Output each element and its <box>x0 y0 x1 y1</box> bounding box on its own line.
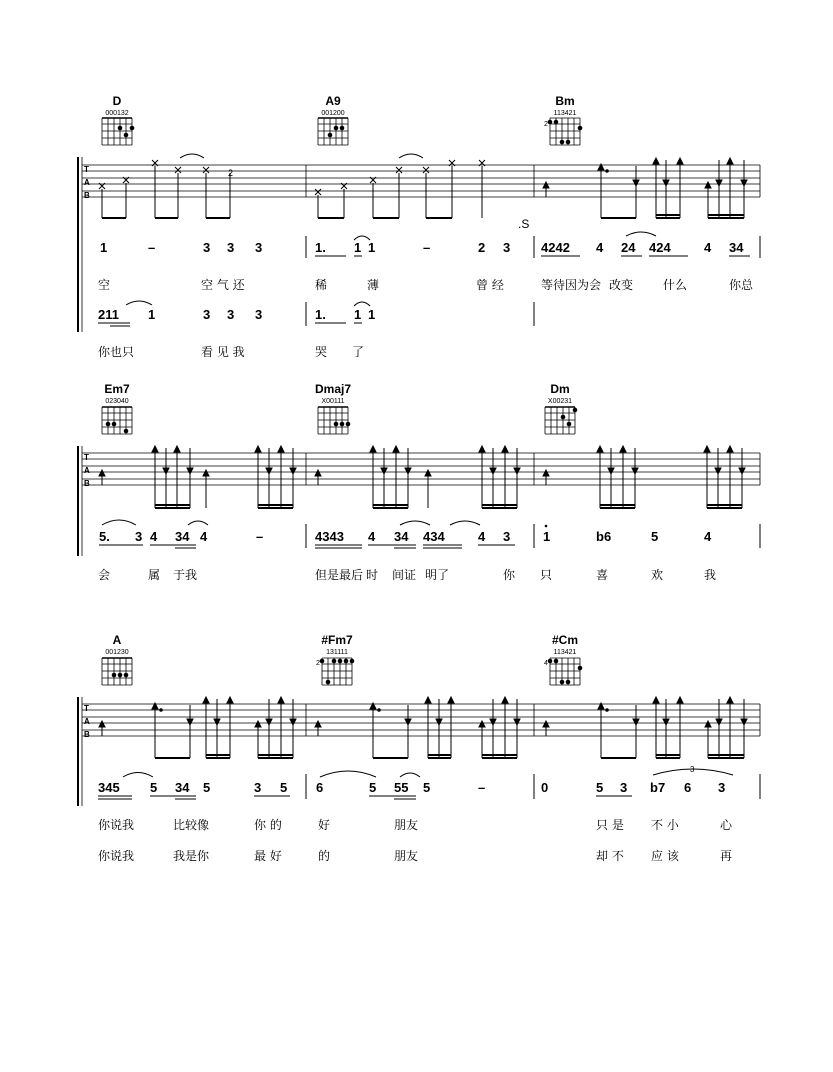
note: 1. <box>315 240 326 255</box>
note: – <box>256 529 264 544</box>
tab-clef <box>84 704 90 739</box>
chord-grid <box>318 407 348 434</box>
lyric: 朋友 <box>394 818 419 832</box>
note: 4343 <box>315 529 344 544</box>
finger-dot <box>567 422 572 427</box>
note: 1 <box>368 307 376 322</box>
note: 3 <box>203 240 211 255</box>
triplet-marker: 3 <box>690 765 695 774</box>
chord-grid <box>545 407 575 434</box>
lyric: 你总 <box>729 278 754 292</box>
chord-fingering: 001230 <box>105 649 129 656</box>
chord-fingering: 001200 <box>321 110 345 117</box>
lyric: 什么 <box>663 278 688 292</box>
chord-grid <box>102 658 132 685</box>
finger-dot <box>561 415 566 420</box>
note: b6 <box>596 529 612 544</box>
note: 5 <box>150 780 158 795</box>
chord-fingering: X00111 <box>321 398 345 405</box>
note: 4 <box>704 240 712 255</box>
finger-dot <box>334 422 339 427</box>
segno-mark: .S <box>518 217 530 231</box>
finger-dot <box>340 126 345 131</box>
finger-dot <box>118 673 123 678</box>
note: 3 <box>255 240 263 255</box>
note: 3 <box>203 307 211 322</box>
lyric: 稀 <box>315 278 328 292</box>
system-1 <box>78 94 760 359</box>
finger-dot <box>106 422 111 427</box>
svg-text:B: B <box>84 191 90 200</box>
note: 34 <box>175 780 190 795</box>
finger-dot <box>548 120 553 125</box>
lyric: 你说我 <box>98 849 135 863</box>
lyric: 我 <box>704 568 717 582</box>
chord-fingering: 131111 <box>326 649 348 656</box>
note: 3 <box>227 240 235 255</box>
finger-dot <box>548 659 553 664</box>
chord-diagram-bm <box>544 94 582 145</box>
finger-dot <box>560 680 565 685</box>
chord-name: D <box>112 94 122 108</box>
note: 55 <box>394 780 409 795</box>
note: 5 <box>651 529 659 544</box>
note: 24 <box>621 240 636 255</box>
note: 5 <box>596 780 604 795</box>
jianpu-row-1 <box>99 520 760 548</box>
finger-dot <box>334 126 339 131</box>
finger-dot <box>554 120 559 125</box>
system-2 <box>78 382 760 582</box>
chord-fret-number: 2 <box>544 121 548 128</box>
note: 4 <box>478 529 486 544</box>
strum-arrows <box>99 446 745 508</box>
finger-dot <box>338 659 343 664</box>
chord-name: Em7 <box>104 382 130 396</box>
svg-text:B: B <box>84 479 90 488</box>
note: 1 <box>354 307 362 322</box>
chord-fret-number: 2 <box>316 660 320 667</box>
finger-dot <box>124 673 129 678</box>
jianpu-row-2 <box>98 301 534 326</box>
lyric: 再 <box>720 849 733 863</box>
note: 6 <box>684 780 692 795</box>
note: 5 <box>369 780 377 795</box>
lyric: 等待因为会 <box>541 278 602 292</box>
finger-dot <box>560 140 565 145</box>
note: 3 <box>227 307 235 322</box>
lyric: 应 该 <box>651 849 679 863</box>
note: 1 <box>100 240 108 255</box>
note: 4 <box>150 529 158 544</box>
lyric: 的 <box>318 849 331 863</box>
finger-dot <box>328 133 333 138</box>
lyric: 你 的 <box>254 818 282 832</box>
note: 34 <box>729 240 744 255</box>
lyric: 会 <box>98 568 111 582</box>
measure-2 <box>315 240 510 255</box>
lyric: 但是最后 <box>315 568 364 582</box>
octave-dot <box>545 525 548 528</box>
lyric: 于我 <box>173 568 198 582</box>
lyric: 改变 <box>609 278 634 292</box>
chord-diagram-a9 <box>318 94 348 145</box>
lyrics-row-1 <box>98 567 716 582</box>
chord-name: Dm <box>550 382 570 396</box>
note: 4 <box>704 529 712 544</box>
note: 1 <box>368 240 376 255</box>
note: 1 <box>354 240 362 255</box>
tab-clef <box>84 165 90 200</box>
lyric: 欢 <box>651 568 664 582</box>
note: 434 <box>423 529 445 544</box>
finger-dot <box>554 659 559 664</box>
svg-text:A: A <box>84 178 90 187</box>
chord-fingering: 023040 <box>105 398 129 405</box>
note: 34 <box>394 529 409 544</box>
lyric: 好 <box>318 818 331 832</box>
finger-dot <box>578 126 583 131</box>
lyric: 心 <box>720 818 733 832</box>
note: 3 <box>503 240 511 255</box>
note: – <box>423 240 431 255</box>
lyric: 喜 <box>596 568 609 582</box>
note: 1 <box>543 529 551 544</box>
lyric: 哭 <box>315 345 328 359</box>
lyric: 你说我 <box>98 818 135 832</box>
chord-name: #Fm7 <box>321 633 353 647</box>
measure-1 <box>100 240 262 255</box>
finger-dot <box>340 422 345 427</box>
lyric: 间证 <box>392 568 417 582</box>
svg-text:T: T <box>84 704 89 713</box>
lyric: 你 <box>503 568 516 582</box>
note: 3 <box>503 529 511 544</box>
note: 3 <box>135 529 143 544</box>
lyric: 最 好 <box>254 849 282 863</box>
svg-text:T: T <box>84 453 89 462</box>
tab-notes <box>99 154 485 218</box>
finger-dot <box>573 408 578 413</box>
note: 424 <box>649 240 671 255</box>
chord-diagram-d <box>102 94 134 145</box>
note: 6 <box>316 780 324 795</box>
note: 4242 <box>541 240 570 255</box>
note: 3 <box>620 780 628 795</box>
chord-fingering: X00231 <box>547 398 573 405</box>
lyrics-row-2 <box>98 848 732 863</box>
finger-dot <box>112 422 117 427</box>
note: 2 <box>478 240 486 255</box>
lyric: 时 <box>366 568 379 582</box>
finger-dot <box>112 673 117 678</box>
tab-fret-mark: 2 <box>228 168 234 178</box>
svg-text:A: A <box>84 466 90 475</box>
finger-dot <box>326 680 331 685</box>
lyric: 明了 <box>425 568 450 582</box>
finger-dot <box>320 659 325 664</box>
finger-dot <box>566 140 571 145</box>
system-3 <box>78 633 760 863</box>
finger-dot <box>124 133 129 138</box>
note: 5 <box>423 780 431 795</box>
note: 4 <box>596 240 604 255</box>
chord-name: A <box>112 633 122 647</box>
lyric: 了 <box>352 345 365 359</box>
lyric: 属 <box>148 568 161 582</box>
finger-dot <box>566 680 571 685</box>
svg-text:B: B <box>84 730 90 739</box>
lyric: 只 是 <box>596 818 624 832</box>
jianpu-row-1 <box>100 232 760 258</box>
lyric: 朋友 <box>394 849 419 863</box>
chord-fret-number: 4 <box>544 660 548 667</box>
finger-dot <box>130 126 135 131</box>
note: b7 <box>650 780 666 795</box>
note: 4 <box>200 529 208 544</box>
lyric: 看 见 我 <box>201 345 245 359</box>
chord-diagram-f-sharp-m7 <box>316 633 354 685</box>
note: 5. <box>99 529 110 544</box>
note: 34 <box>175 529 190 544</box>
strum-arrows <box>543 158 747 218</box>
finger-dot <box>118 126 123 131</box>
note: – <box>148 240 156 255</box>
finger-dot <box>350 659 355 664</box>
lyric: 却 不 <box>596 849 624 863</box>
note: 5 <box>203 780 211 795</box>
note: 1. <box>315 307 326 322</box>
lyrics-row-1 <box>98 817 733 832</box>
note: 5 <box>280 780 288 795</box>
finger-dot <box>578 666 583 671</box>
measure-3 <box>541 240 744 255</box>
finger-dot <box>124 429 129 434</box>
chord-diagram-em7 <box>102 382 132 434</box>
lyric: 曾 经 <box>476 278 504 292</box>
note: 3 <box>255 307 263 322</box>
lyric: 薄 <box>367 278 380 292</box>
chord-name: #Cm <box>551 633 579 647</box>
chord-name: Bm <box>555 94 575 108</box>
note: – <box>478 780 486 795</box>
lyric: 空 <box>98 278 111 292</box>
chord-name: Dmaj7 <box>314 382 352 396</box>
note: 345 <box>98 780 120 795</box>
finger-dot <box>344 659 349 664</box>
note: 3 <box>718 780 726 795</box>
finger-dot <box>346 422 351 427</box>
lyrics-row-1 <box>98 277 754 292</box>
chord-fingering: 113421 <box>553 649 577 656</box>
finger-dot <box>332 659 337 664</box>
lyric: 你也只 <box>98 345 135 359</box>
lyrics-row-2 <box>98 344 364 359</box>
chord-diagram-c-sharp-m <box>544 633 582 685</box>
svg-text:A: A <box>84 717 90 726</box>
lyric: 我是你 <box>173 849 210 863</box>
chord-diagram-a <box>102 633 132 685</box>
lyric: 不 小 <box>651 818 679 832</box>
chord-diagram-dm <box>545 382 577 434</box>
chord-diagram-dmaj7 <box>315 382 351 434</box>
chord-grid <box>318 118 348 145</box>
lyric: 比较像 <box>173 818 210 832</box>
note: 211 <box>98 307 119 322</box>
note: 1 <box>148 307 156 322</box>
lyric: 空 气 还 <box>201 278 245 292</box>
jianpu-row-1 <box>98 765 760 799</box>
chord-fingering: 113421 <box>553 110 577 117</box>
svg-text:T: T <box>84 165 89 174</box>
chord-name: A9 <box>325 94 341 108</box>
chord-fingering: 000132 <box>105 110 129 117</box>
lyric: 只 <box>540 568 553 582</box>
chord-grid <box>102 118 132 145</box>
note: 3 <box>254 780 262 795</box>
tab-clef <box>84 453 90 488</box>
note: 0 <box>541 780 549 795</box>
strum-arrows <box>99 697 747 758</box>
note: 4 <box>368 529 376 544</box>
